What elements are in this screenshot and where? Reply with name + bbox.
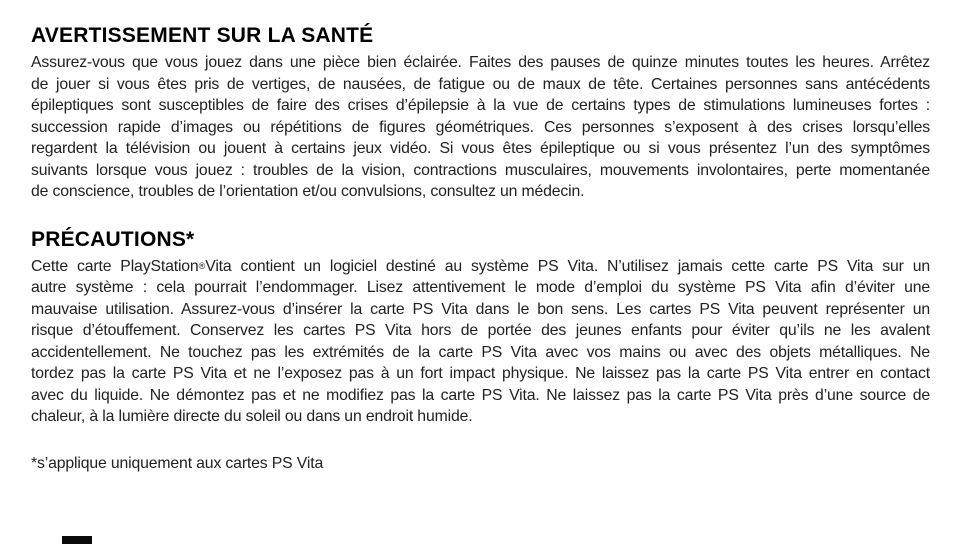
page-number-tab (62, 536, 92, 544)
text-line: de jouer si vous êtes pris de vertiges, de nausées, de fatigue ou de maux de tête. Certaines personnes sans antécédents (31, 75, 930, 93)
text-line: tordez pas la carte PS Vita et ne l’exposez pas à un fort impact physique. Ne laissez pas la carte PS Vita entrer en contact (31, 365, 930, 382)
text-line: mauvaise utilisation. Assurez-vous d’insérer la carte PS Vita dans le bon sens. Les cartes PS Vita peuvent représenter un (31, 300, 930, 318)
text-line: accidentellement. Ne touchez pas les extrémités de la carte PS Vita avec vos mains ou avec des objets métalliques. Ne (31, 343, 930, 361)
health-warning-paragraph (31, 52, 930, 203)
text-line: autre système : cela pourrait l’endommager. Lisez attentivement le mode d’emploi du système PS Vita afin d’éviter une (31, 279, 930, 296)
precautions-title: PRÉCAUTIONS* (31, 227, 195, 251)
text-line: chaleur, à la lumière directe du soleil ou dans un endroit humide. (31, 408, 473, 425)
health-warning-title: AVERTISSEMENT SUR LA SANTÉ (31, 24, 374, 47)
registered-trademark-symbol: ® (198, 260, 206, 271)
text-line: de conscience, troubles de l’orientation et/ou convulsions, consultez un médecin. (31, 183, 585, 200)
text-line: suivants lorsque vous jouez : troubles de la vision, contractions musculaires, mouvements involontaires, perte momentanée (31, 161, 930, 179)
text-line: Assurez-vous que vous jouez dans une pièce bien éclairée. Faites des pauses de quinze minutes toutes les heures. Arrêtez (31, 54, 930, 71)
health-warning-section (31, 24, 930, 203)
text-line: regardent la télévision ou jouent à certains jeux vidéo. Si vous êtes épileptique ou si vous présentez l’un des symptômes (31, 140, 930, 157)
text-line: risque d’étouffement. Conservez les cartes PS Vita hors de portée des jeunes enfants pour éviter qu’ils ne les avalent (31, 322, 930, 339)
text-line: épileptiques sont susceptibles de faire des crises d’épilepsie à la vue de certains types de stimulations lumineuses fortes : (31, 97, 930, 114)
text-line: avec du liquide. Ne démontez pas et ne modifiez pas la carte PS Vita. Ne laissez pas la carte PS Vita près d’une source de (31, 386, 930, 404)
precautions-paragraph (31, 256, 930, 428)
precautions-section (31, 228, 930, 428)
text-line: succession rapide d’images ou répétitions de figures géométriques. Ces personnes s’exposent à des crises lorsqu’elles (31, 118, 930, 136)
footnote-text: *s’applique uniquement aux cartes PS Vita (31, 454, 324, 472)
text-line: Cette carte PlayStation®Vita contient un logiciel destiné au système PS Vita. N’utilisez jamais cette carte PS Vita sur un (31, 257, 930, 275)
